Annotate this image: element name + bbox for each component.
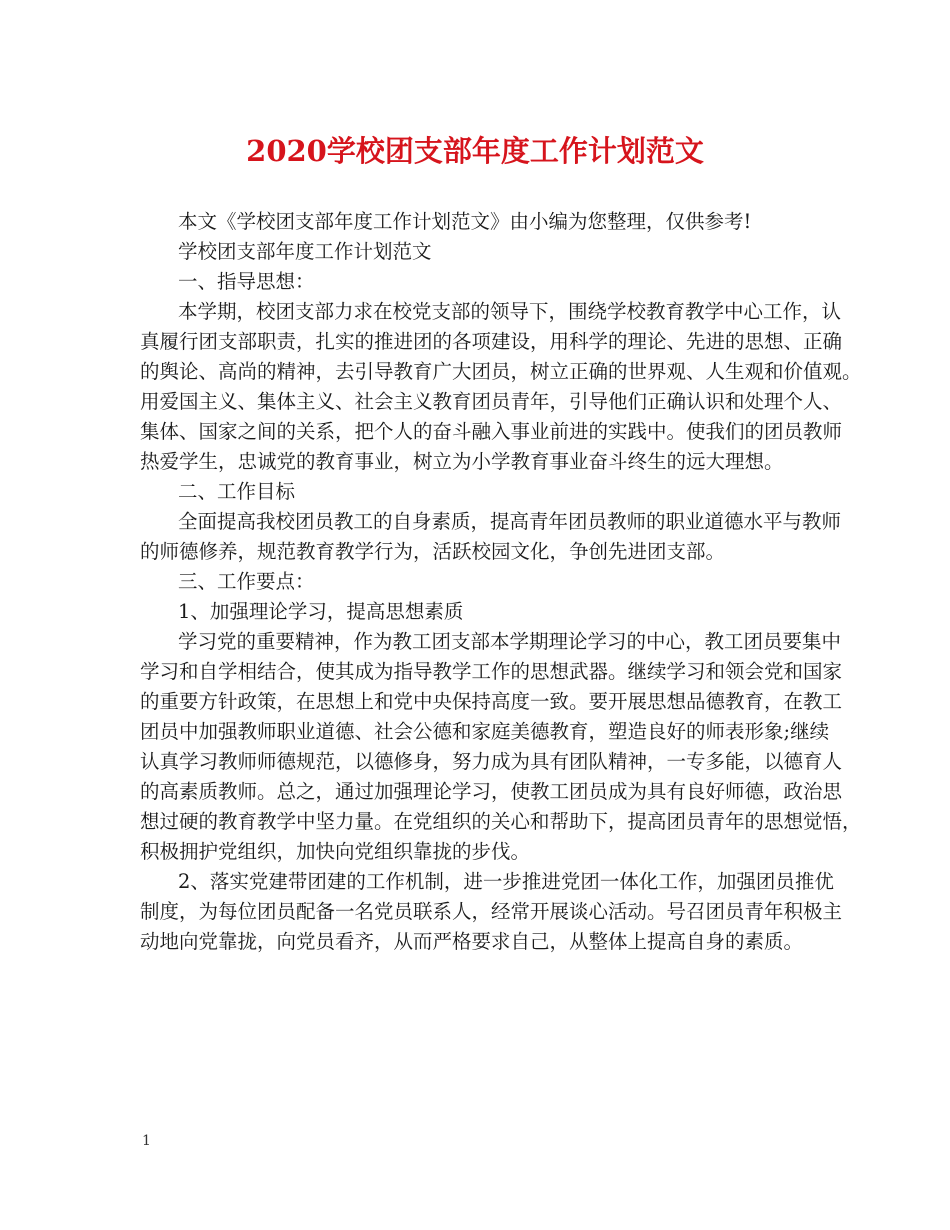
paragraph-line: 认真学习教师师德规范，以德修身，努力成为具有团队精神，一专多能，以德育人 (140, 750, 843, 773)
page-number: 1 (142, 1133, 151, 1149)
paragraph-line: 真履行团支部职责，扎实的推进团的各项建设，用科学的理论、先进的思想、正确 (140, 330, 843, 353)
paragraph-line: 制度，为每位团员配备一名党员联系人，经常开展谈心活动。号召团员青年积极主 (140, 900, 843, 923)
paragraph-line: 动地向党靠拢，向党员看齐，从而严格要求自己，从整体上提高自身的素质。 (140, 930, 804, 953)
paragraph-line: 热爱学生，忠诚党的教育事业，树立为小学教育事业奋斗终生的远大理想。 (140, 450, 784, 473)
subheading-theory-study: 1、加强理论学习，提高思想素质 (178, 600, 464, 623)
paragraph-line: 全面提高我校团员教工的自身素质，提高青年团员教师的职业道德水平与教师 (178, 510, 842, 533)
paragraph-line: 学习党的重要精神，作为教工团支部本学期理论学习的中心，教工团员要集中 (178, 630, 842, 653)
paragraph-line: 学习和自学相结合，使其成为指导教学工作的思想武器。继续学习和领会党和国家 (140, 660, 843, 683)
paragraph-line: 用爱国主义、集体主义、社会主义教育团员青年，引导他们正确认识和处理个人、 (140, 390, 843, 413)
paragraph-line: 2、落实党建带团建的工作机制，进一步推进党团一体化工作，加强团员推优 (178, 870, 834, 893)
paragraph-line: 团员中加强教师职业道德、社会公德和家庭美德教育，塑造良好的师表形象;继续 (140, 720, 830, 743)
section-heading-work-goals: 二、工作目标 (178, 480, 296, 503)
paragraph-line: 积极拥护党组织，加快向党组织靠拢的步伐。 (140, 840, 531, 863)
paragraph-line: 的重要方针政策，在思想上和党中央保持高度一致。要开展思想品德教育，在教工 (140, 690, 843, 713)
paragraph-line: 的师德修养，规范教育教学行为，活跃校园文化，争创先进团支部。 (140, 540, 726, 563)
intro-line: 本文《学校团支部年度工作计划范文》由小编为您整理，仅供参考! (178, 210, 752, 233)
paragraph-line: 的高素质教师。总之，通过加强理论学习，使教工团员成为具有良好师德，政治思 (140, 780, 843, 803)
paragraph-line: 想过硬的教育教学中坚力量。在党组织的关心和帮助下，提高团员青年的思想觉悟， (140, 810, 862, 833)
paragraph-line: 本学期，校团支部力求在校党支部的领导下，围绕学校教育教学中心工作，认 (178, 300, 842, 323)
paragraph-line: 的舆论、高尚的精神，去引导教育广大团员，树立正确的世界观、人生观和价值观。 (140, 360, 862, 383)
document-title: 2020学校团支部年度工作计划范文 (246, 134, 704, 168)
section-heading-guiding-thought: 一、指导思想： (178, 270, 315, 293)
section-heading-work-points: 三、工作要点： (178, 570, 315, 593)
subtitle-line: 学校团支部年度工作计划范文 (178, 240, 432, 263)
paragraph-line: 集体、国家之间的关系，把个人的奋斗融入事业前进的实践中。使我们的团员教师 (140, 420, 843, 443)
